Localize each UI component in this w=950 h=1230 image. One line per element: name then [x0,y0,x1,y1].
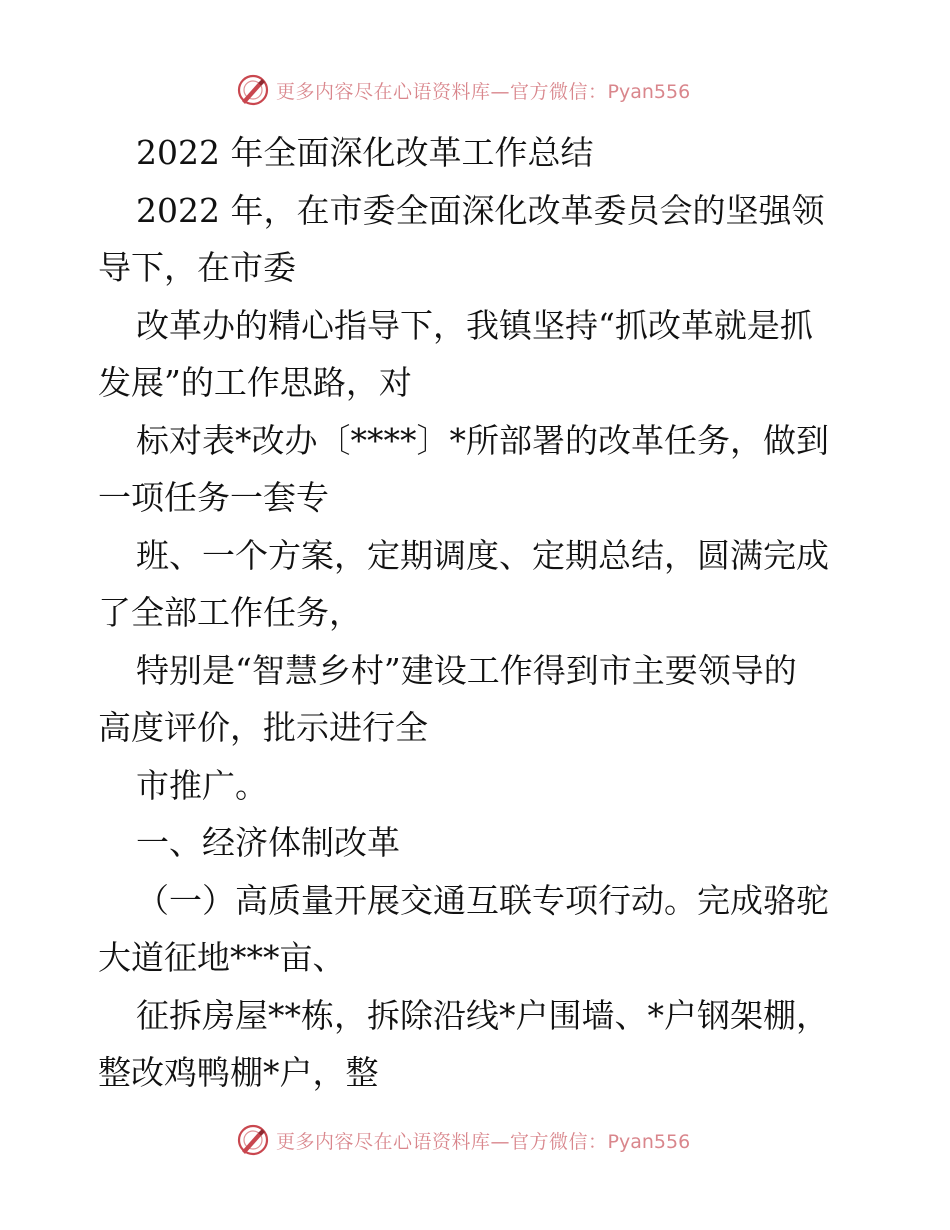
watermark-text: 更多内容尽在心语资料库—官方微信：Pyan556 [276,80,691,103]
text-line: 了全部工作任务， [98,593,362,632]
text-line: 改革办的精心指导下，我镇坚持“抓改革就是抓 [136,305,813,345]
text-line: 班、一个方案，定期调度、定期总结，圆满完成 [136,535,829,575]
text-line: 整改鸡鸭棚*户，整 [98,1053,379,1092]
text-line: （一）高质量开展交通互联专项行动。完成骆驼 [136,880,829,920]
pen-circle-logo-icon [236,73,270,107]
footer-watermark [236,1122,690,1158]
text-line: 征拆房屋**栋，拆除沿线*户围墙、*户钢架棚， [136,995,829,1035]
text-line: 导下，在市委 [98,248,296,287]
watermark-text: 更多内容尽在心语资料库—官方微信：Pyan556 [276,1130,691,1153]
document-title: 2022 年全面深化改革工作总结 [136,133,594,172]
header-watermark [236,72,690,108]
text-line: 高度评价，批示进行全 [98,708,428,747]
text-line: 一项任务一套专 [98,478,329,517]
text-line: 市推广。 [136,765,268,805]
section-heading: 一、经济体制改革 [136,823,400,862]
text-line: 2022 年，在市委全面深化改革委员会的坚强领 [136,190,825,230]
text-line: 大道征地***亩、 [98,938,346,977]
pen-circle-logo-icon [236,1123,270,1157]
text-line: 标对表*改办〔****〕*所部署的改革任务，做到 [136,420,829,460]
document-body [98,124,858,1102]
text-line: 特别是“智慧乡村”建设工作得到市主要领导的 [136,650,797,690]
text-line: 发展”的工作思路，对 [98,363,412,402]
